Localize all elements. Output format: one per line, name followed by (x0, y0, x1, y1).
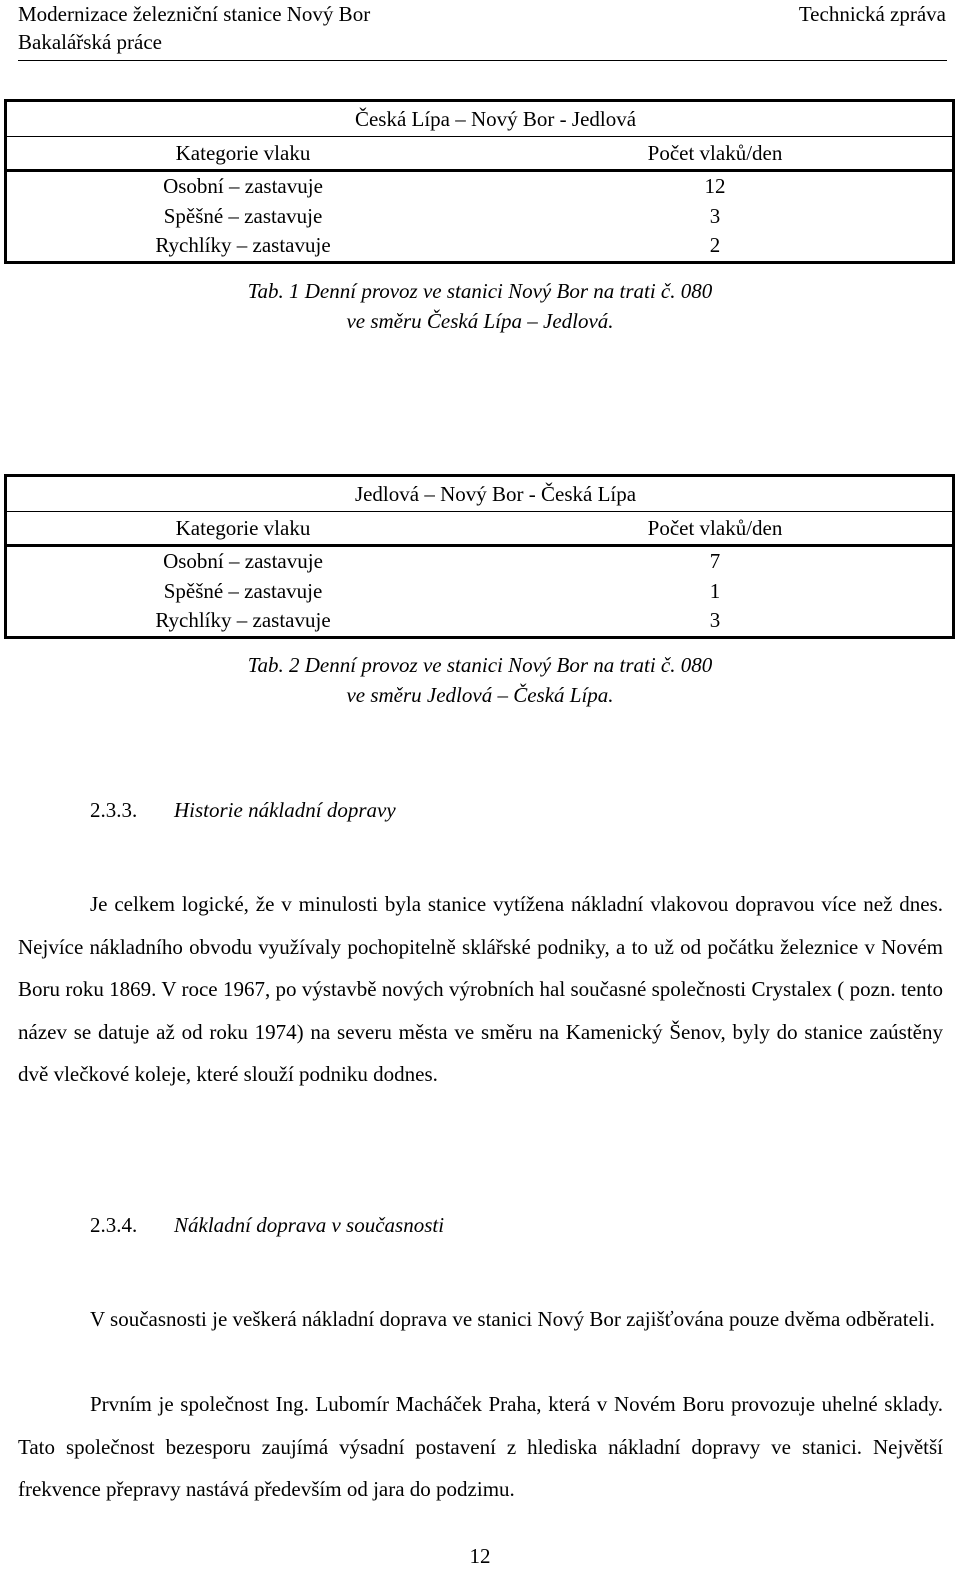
cell-count: 2 (709, 233, 721, 258)
table-row (7, 202, 952, 232)
column-header-count: Počet vlaků/den (647, 515, 783, 540)
train-table-1 (4, 99, 955, 264)
section-number: 2.3.4. (90, 1213, 138, 1237)
table-row (7, 231, 952, 261)
table-title: Česká Lípa – Nový Bor - Jedlová (7, 102, 952, 137)
document-type: Bakalářská práce (18, 30, 162, 54)
header-divider (18, 60, 947, 61)
table-1-caption (0, 276, 960, 336)
cell-category: Osobní – zastavuje (163, 549, 323, 574)
column-header-count: Počet vlaků/den (647, 140, 783, 165)
paragraph-current-1 (18, 1298, 943, 1341)
table-header-row (7, 512, 952, 547)
column-header-category: Kategorie vlaku (175, 140, 311, 165)
table-row (7, 577, 952, 607)
page-number: 12 (469, 1544, 491, 1568)
table-row (7, 172, 952, 202)
cell-count: 12 (704, 174, 726, 199)
table-row (7, 606, 952, 636)
section-heading-current-freight (90, 1213, 444, 1238)
paragraph-text: Prvním je společnost Ing. Lubomír Macháček Praha, která v Novém Boru provozuje uhelné sklady. Tato společnost bezesporu zaujímá výsadní postavení z hlediska nákladní dopravy ve stanici. Největší frekvence přepravy nastává především od jara do podzimu. (18, 1392, 943, 1501)
table-2-caption (0, 650, 960, 710)
caption-line-1: Tab. 2 Denní provoz ve stanici Nový Bor na trati č. 080 (247, 653, 713, 677)
cell-category: Rychlíky – zastavuje (155, 608, 331, 633)
table-title: Jedlová – Nový Bor - Česká Lípa (7, 477, 952, 512)
paragraph-history (18, 883, 943, 1096)
column-header-category: Kategorie vlaku (175, 515, 311, 540)
table-header-row (7, 137, 952, 172)
cell-count: 3 (709, 203, 721, 228)
cell-count: 1 (709, 578, 721, 603)
paragraph-current-2 (18, 1383, 943, 1511)
section-heading-history (90, 798, 396, 823)
cell-count: 3 (709, 608, 721, 633)
paragraph-text: Je celkem logické, že v minulosti byla stanice vytížena nákladní vlakovou dopravou více než dnes. Nejvíce nákladního obvodu využívaly pochopitelně sklářské podniky, a to už od počátku železnice v Novém Boru roku 1869. V roce 1967, po výstavbě nových výrobních hal současné společnosti Crystalex ( pozn. tento název se datuje až od roku 1974) na severu města ve směru na Kamenický Šenov, byly do stanice zaústěny dvě vlečkové koleje, které slouží podniku dodnes. (18, 892, 943, 1086)
cell-category: Osobní – zastavuje (163, 174, 323, 199)
header-right: Technická zpráva (798, 2, 946, 26)
caption-line-2: ve směru Česká Lípa – Jedlová. (346, 309, 614, 333)
caption-line-1: Tab. 1 Denní provoz ve stanici Nový Bor na trati č. 080 (247, 279, 713, 303)
cell-category: Rychlíky – zastavuje (155, 233, 331, 258)
cell-count: 7 (709, 549, 721, 574)
cell-category: Spěšné – zastavuje (163, 578, 323, 603)
section-number: 2.3.3. (90, 798, 138, 822)
cell-category: Spěšné – zastavuje (163, 203, 323, 228)
caption-line-2: ve směru Jedlová – Česká Lípa. (346, 683, 614, 707)
table-row (7, 547, 952, 577)
section-title: Historie nákladní dopravy (174, 798, 396, 822)
paragraph-text: V současnosti je veškerá nákladní doprava ve stanici Nový Bor zajišťována pouze dvěma odběrateli. (90, 1307, 935, 1331)
train-table-2 (4, 474, 955, 639)
section-title: Nákladní doprava v současnosti (174, 1213, 445, 1237)
header-left (18, 0, 370, 56)
document-title: Modernizace železniční stanice Nový Bor (18, 2, 371, 26)
